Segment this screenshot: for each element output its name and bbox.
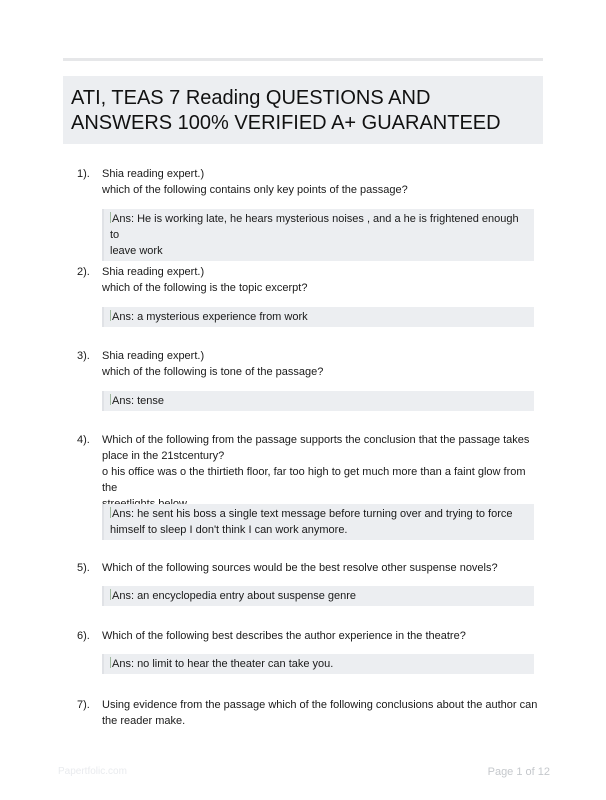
answer-line: himself to sleep I don't think I can work anymore. [110,524,348,536]
question-number: 3). [77,350,90,362]
answer-box [102,391,534,411]
question-text [102,166,538,198]
title-line-1: ATI, TEAS 7 Reading QUESTIONS AND [71,87,431,109]
answer-line: Ans: a mysterious experience from work [112,311,308,323]
question-number: 2). [77,266,90,278]
answer-marker [110,507,111,518]
answer-marker [110,310,111,321]
answer-line: Ans: an encyclopedia entry about suspense genre [112,590,356,602]
question-text [102,560,538,576]
answer-marker [110,657,111,668]
question-line: Which of the following sources would be the best resolve other suspense novels? [102,562,498,574]
title-line-2: ANSWERS 100% VERIFIED A+ GUARANTEED [71,112,501,134]
question-line: place in the 21stcentury? [102,450,225,462]
question-line: which of the following contains only key points of the passage? [102,184,408,196]
question-number: 1). [77,168,90,180]
answer-box [102,654,534,674]
answer-marker [110,589,111,600]
question-line: Shia reading expert.) [102,266,205,278]
question-line: Which of the following best describes the author experience in the theatre? [102,630,466,642]
question-text [102,264,538,296]
question-line: Which of the following from the passage supports the conclusion that the passage takes [102,434,530,446]
question-text [102,348,538,380]
question-line: Shia reading expert.) [102,168,205,180]
question-line: Using evidence from the passage which of the following conclusions about the author can [102,699,538,711]
question-line: o his office was o the thirtieth floor, far too high to get much more than a faint glow from the [102,466,526,494]
answer-line: Ans: no limit to hear the theater can take you. [112,658,334,670]
answer-box [102,586,534,606]
footer-watermark: Papertfolic.com [58,766,127,777]
top-divider [63,58,543,61]
answer-marker [110,212,111,223]
question-text [102,432,538,512]
page-number: Page 1 of 12 [487,766,550,778]
question-number: 7). [77,699,90,711]
answer-line: Ans: he sent his boss a single text message before turning over and trying to force [112,508,513,520]
question-line: which of the following is the topic excerpt? [102,282,308,294]
question-line: Shia reading expert.) [102,350,205,362]
question-number: 6). [77,630,90,642]
answer-line: Ans: He is working late, he hears mysterious noises , and a he is frightened enough to [110,213,519,241]
question-line: which of the following is tone of the passage? [102,366,324,378]
answer-line: leave work [110,245,163,257]
answer-box [102,209,534,261]
question-text [102,628,538,644]
document-title [71,86,535,136]
question-number: 5). [77,562,90,574]
answer-box [102,504,534,540]
answer-line: Ans: tense [112,395,164,407]
question-number: 4). [77,434,90,446]
question-line: the reader make. [102,715,186,727]
question-text [102,697,538,729]
answer-marker [110,394,111,405]
answer-box [102,307,534,327]
document-title-box [63,76,543,144]
